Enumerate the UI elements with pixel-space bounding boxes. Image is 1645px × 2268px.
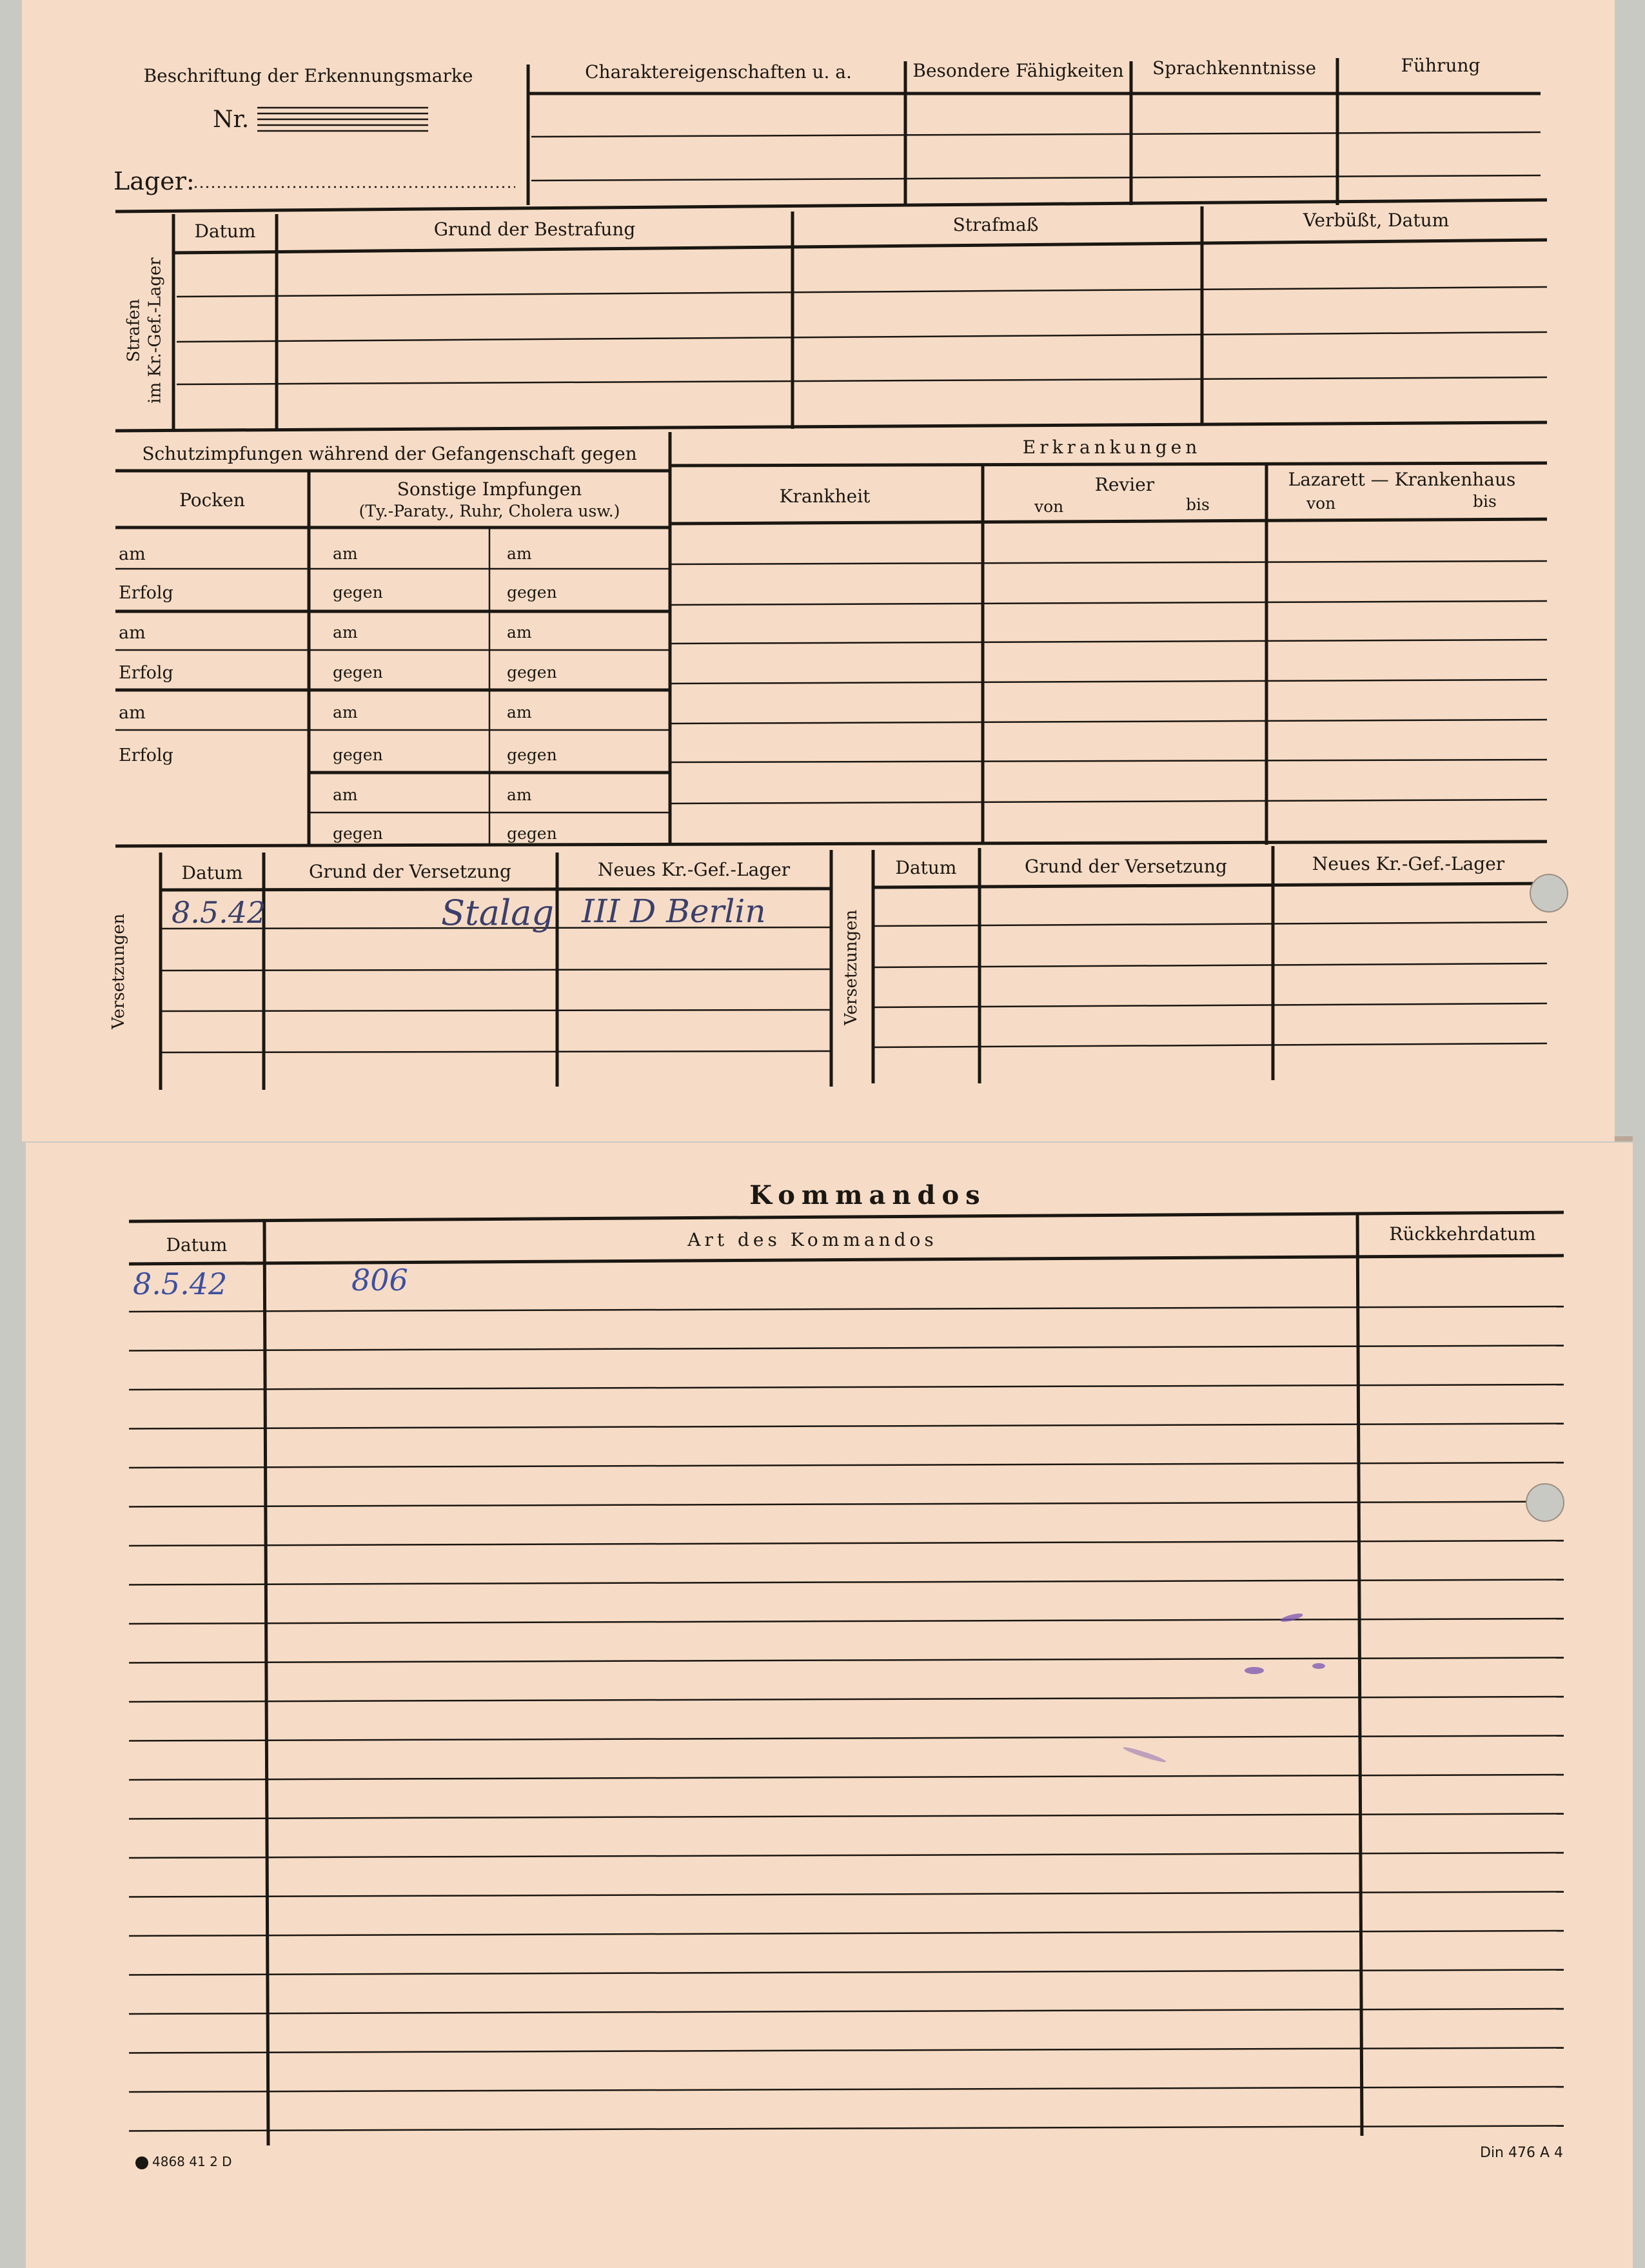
- impfungen-col-pocken: Pocken: [179, 489, 245, 511]
- sonstige-gegen-4a: gegen: [333, 824, 383, 843]
- sonstige-am-1a: am: [333, 544, 358, 563]
- erkrankungen-col-revier: Revier: [1094, 474, 1155, 495]
- kommando-row-line: [129, 1658, 1564, 1663]
- pocken-am-3: am: [119, 703, 146, 723]
- versetzung-right-col-lager: Neues Kr.-Gef.-Lager: [1312, 853, 1505, 874]
- strafen-col-datum: Datum: [194, 221, 256, 242]
- strafen-col-strafmass: Strafmaß: [952, 214, 1039, 235]
- col-faehigkeiten-header: Besondere Fähigkeiten: [912, 60, 1124, 81]
- col-charakter-header: Charaktereigenschaften u. a.: [585, 61, 852, 83]
- sonstige-gegen-4b: gegen: [507, 824, 557, 843]
- kommando-row-line: [129, 1736, 1564, 1741]
- sonstige-gegen-2a: gegen: [333, 663, 383, 682]
- versetzung-right-col-grund: Grund der Versetzung: [1025, 856, 1227, 877]
- versetzung-col-grund: Grund der Versetzung: [309, 861, 511, 882]
- kommando-row-line: [129, 1697, 1564, 1702]
- kommando-row-line: [129, 1385, 1564, 1390]
- kommandos-col-rueckkehr: Rückkehrdatum: [1389, 1223, 1536, 1245]
- din-label: Din 476 A 4: [1480, 2145, 1564, 2161]
- sonstige-gegen-2b: gegen: [507, 663, 557, 682]
- kommandos-col-art: Art des Kommandos: [687, 1229, 938, 1250]
- pocken-am-2: am: [119, 623, 146, 643]
- sonstige-am-4b: am: [507, 785, 532, 804]
- impfungen-col-sonstige: Sonstige Impfungen: [397, 478, 582, 500]
- kommandos-col-datum: Datum: [166, 1234, 228, 1256]
- versetzung-entry-lager: III D Berlin: [582, 892, 766, 930]
- versetzungen-side-label-left: Versetzungen: [108, 913, 128, 1029]
- kommando-row-line: [129, 1814, 1564, 1819]
- kommando-row-line: [129, 2009, 1564, 2014]
- impfungen-col-sonstige-sub: (Ty.-Paraty., Ruhr, Cholera usw.): [359, 502, 620, 520]
- print-code-text: 4868 41 2 D: [152, 2154, 232, 2169]
- strafen-col-verbuesst: Verbüßt, Datum: [1303, 210, 1450, 231]
- kommando-row-line: [129, 1346, 1564, 1351]
- kommando-entry-art: 806: [351, 1263, 408, 1297]
- kommando-row-line: [129, 1892, 1564, 1897]
- punch-hole-lower: [1526, 1483, 1564, 1522]
- sonstige-gegen-3b: gegen: [507, 745, 557, 764]
- print-code: [135, 2155, 232, 2169]
- upper-ruling: [22, 0, 1615, 1141]
- sonstige-am-2a: am: [333, 623, 358, 642]
- kommando-row-line: [129, 1619, 1564, 1624]
- sonstige-am-4a: am: [333, 785, 358, 804]
- erkrankungen-title: Erkrankungen: [1022, 437, 1201, 458]
- kommando-entry-datum: 8.5.42: [133, 1267, 228, 1301]
- kommando-row-line: [129, 1307, 1564, 1312]
- impfungen-title: Schutzimpfungen während der Gefangenschaft gegen: [142, 443, 637, 464]
- revier-bis: bis: [1186, 495, 1210, 514]
- kommando-row-line: [129, 1775, 1564, 1780]
- sonstige-am-3a: am: [333, 703, 358, 722]
- kommandos-title: Kommandos: [749, 1180, 987, 1210]
- strafen-side-label-2: im Kr.-Gef.-Lager: [145, 257, 164, 404]
- sonstige-am-1b: am: [507, 544, 532, 563]
- pocken-am-1: am: [119, 544, 146, 564]
- strafen-col-grund: Grund der Bestrafung: [433, 219, 636, 240]
- versetzung-entry-grund: Stalag: [441, 892, 554, 933]
- versetzung-col-lager: Neues Kr.-Gef.-Lager: [597, 859, 791, 880]
- sonstige-gegen-3a: gegen: [333, 745, 383, 764]
- strafen-side-label-1: Strafen: [124, 299, 144, 362]
- lazarett-bis: bis: [1473, 492, 1497, 511]
- kommando-row-line: [129, 2126, 1564, 2131]
- sonstige-am-2b: am: [507, 623, 532, 642]
- form-lower-half: [26, 1143, 1633, 2268]
- kommando-row-line: [129, 1970, 1564, 1975]
- stamp-mark: [1312, 1663, 1325, 1669]
- versetzung-col-datum: Datum: [181, 862, 243, 883]
- erkrankungen-col-krankheit: Krankheit: [779, 486, 871, 507]
- lazarett-von: von: [1306, 494, 1336, 513]
- sonstige-am-3b: am: [507, 703, 532, 722]
- kommando-row-line: [129, 1502, 1564, 1507]
- kommando-row-line: [129, 1853, 1564, 1858]
- revier-von: von: [1034, 497, 1064, 516]
- punch-hole-upper: [1530, 874, 1568, 912]
- printer-seal-icon: [135, 2156, 148, 2169]
- kommando-row-line: [129, 2087, 1564, 2092]
- versetzung-entry-datum: 8.5.42: [172, 895, 266, 930]
- nr-label: Nr.: [213, 106, 250, 133]
- kommando-row-line: [129, 1931, 1564, 1936]
- kommando-row-line: [129, 1424, 1564, 1429]
- col-fuehrung-header: Führung: [1401, 55, 1481, 76]
- kommando-row-line: [129, 1580, 1564, 1585]
- kommando-row-line: [129, 1463, 1564, 1468]
- lager-label: Lager:: [113, 167, 195, 195]
- sonstige-gegen-1a: gegen: [333, 583, 383, 602]
- lower-ruling: [26, 1143, 1633, 2268]
- pocken-erfolg-1: Erfolg: [119, 583, 173, 603]
- strafen-side-label: [124, 221, 166, 440]
- versetzung-right-col-datum: Datum: [895, 857, 957, 878]
- col-sprachen-header: Sprachkenntnisse: [1152, 57, 1317, 79]
- form-upper-half: [22, 0, 1615, 1141]
- kommando-row-line: [129, 1541, 1564, 1546]
- sonstige-gegen-1b: gegen: [507, 583, 557, 602]
- stamp-mark: [1245, 1667, 1264, 1674]
- erkrankungen-col-lazarett: Lazarett — Krankenhaus: [1288, 469, 1516, 490]
- versetzungen-side-label-right: Versetzungen: [841, 909, 861, 1025]
- pocken-erfolg-3: Erfolg: [119, 745, 173, 765]
- tag-label: Beschriftung der Erkennungsmarke: [143, 65, 473, 86]
- kommando-row-line: [129, 2048, 1564, 2053]
- pocken-erfolg-2: Erfolg: [119, 663, 173, 683]
